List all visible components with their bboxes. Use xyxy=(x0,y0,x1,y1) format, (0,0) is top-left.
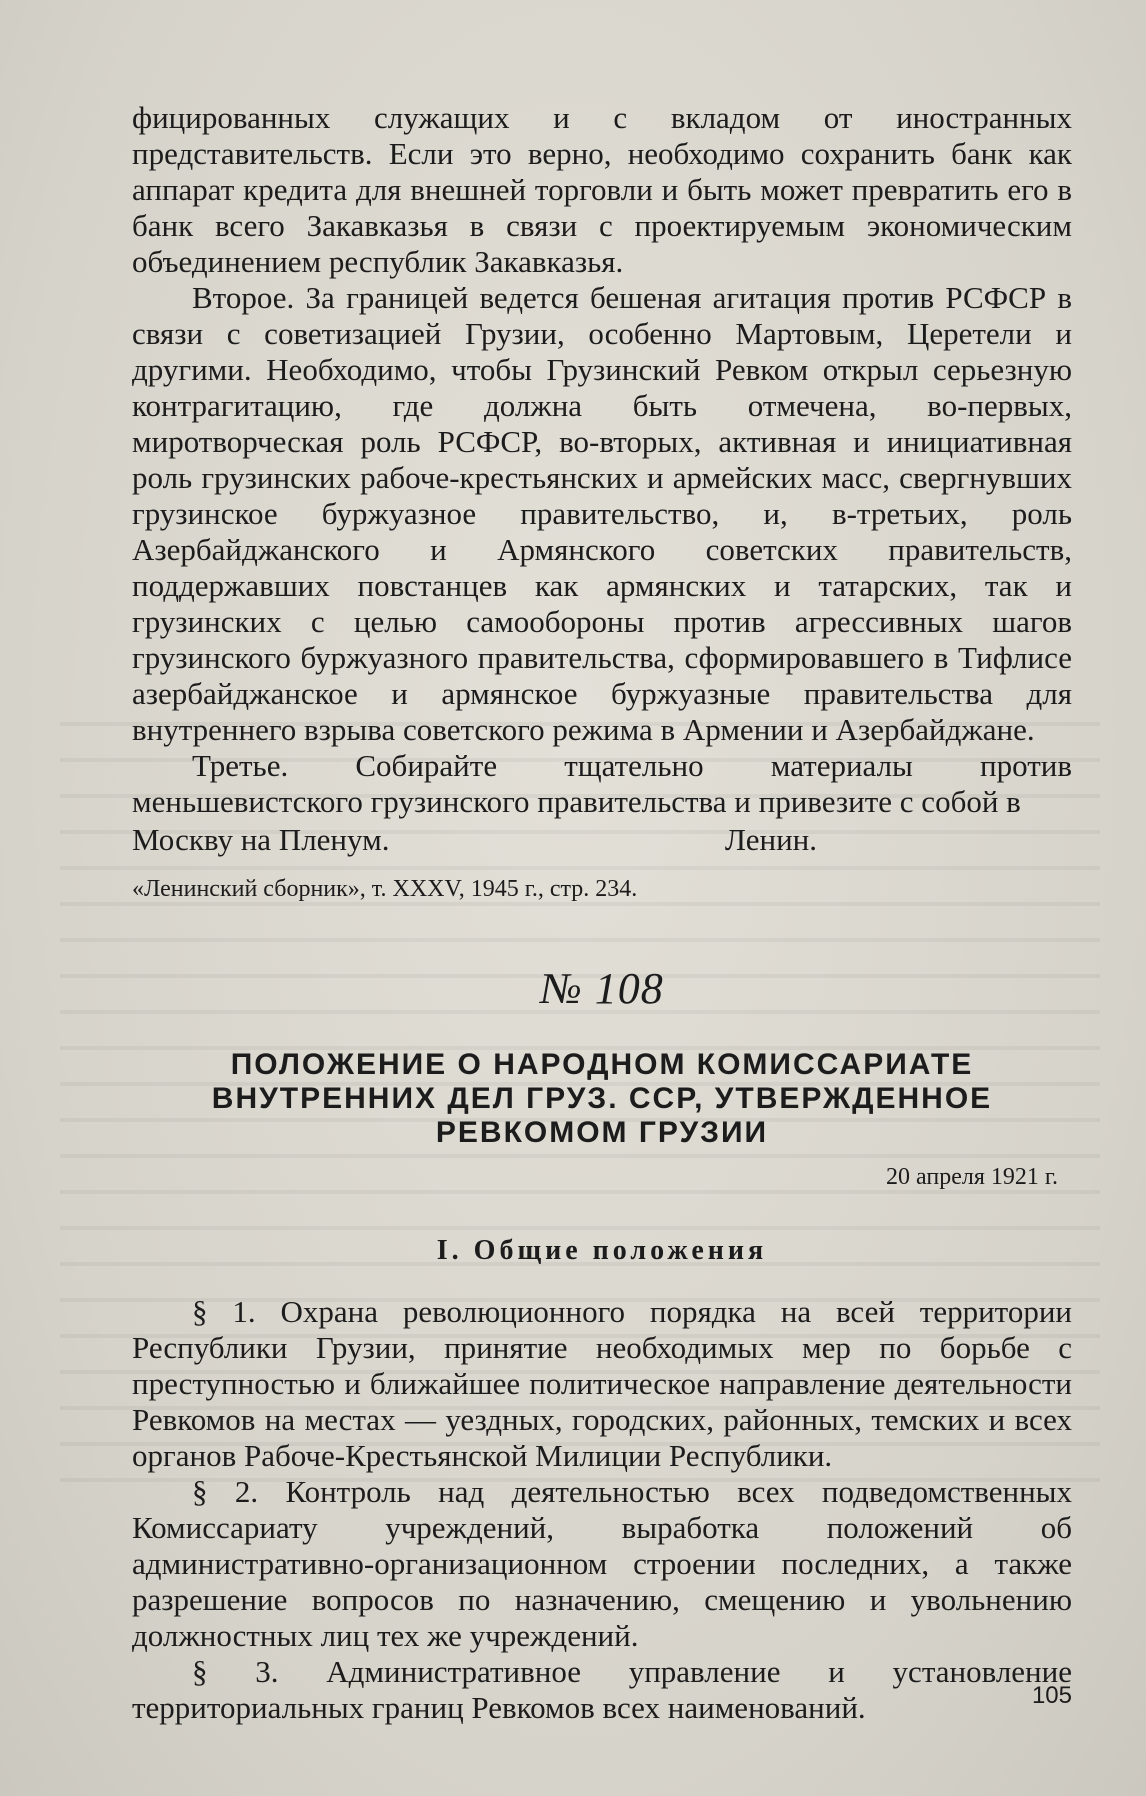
signature: Ленин. xyxy=(724,822,817,857)
section-paragraph-1: § 1. Охрана революционного порядка на всей территории Республики Грузии, принятие необходимых мер по борьбе с преступностью и ближайшее политическое направление деятельности Ревкомов на местах — уездных, городских, районных, темских и всех органов Рабоче-Крестьянской Милиции Республики. xyxy=(132,1294,1072,1473)
document-title-line: ПОЛОЖЕНИЕ О НАРОДНОМ КОМИССАРИАТЕ xyxy=(230,1048,974,1081)
paragraph-bank: фицированных служащих и с вкладом от иностранных представительств. Если это верно, необходимо сохранить банк как аппарат кредита для внешней торговли и быть может превратить его в банк всего Закавказья в связи с проектируемым экономическим объединением республик Закавказья. xyxy=(132,100,1072,279)
closing-text: Москву на Пленум. xyxy=(132,822,390,857)
source-citation: «Ленинский сборник», т. XXXV, 1945 г., стр. 234. xyxy=(132,876,638,902)
document-number: № 108 xyxy=(540,964,664,1013)
text-column xyxy=(132,100,1072,1726)
section-heading: I. Общие положения xyxy=(436,1235,768,1266)
closing-line xyxy=(132,820,1072,860)
paragraph-second: Второе. За границей ведется бешеная агитация против РСФСР в связи с советизацией Грузии, особенно Мартовым, Церетели и другими. Необходимо, чтобы Грузинский Ревком открыл серьезную контрагитацию, где должна быть отмечена, во-первых, миротворческая роль РСФСР, во-вторых, активная и инициативная роль грузинских рабоче-крестьянских и армейских масс, свергнувших грузинское буржуазное правительство, и, в-третьих, роль Азербайджанского и Армянского советских правительств, поддержавших повстанцев как армянских и татарских, так и грузинских с целью самообороны против агрессивных шагов грузинского буржуазного правительства, сформировавшего в Тифлисе азербайджанское и армянское буржуазные правительства для внутреннего взрыва советского режима в Армении и Азербайджане. xyxy=(132,280,1072,747)
section-paragraph-3: § 3. Административное управление и установление территориальных границ Ревкомов всех наименований. xyxy=(132,1654,1072,1725)
paragraph-third: Третье. Собирайте тщательно материалы против меньшевистского грузинского правительства и привезите с собой в xyxy=(132,748,1072,819)
page-number: 105 xyxy=(1031,1682,1072,1709)
document-date: 20 апреля 1921 г. xyxy=(886,1164,1058,1190)
document-title xyxy=(132,1048,1072,1150)
document-title-line: РЕВКОМОМ ГРУЗИИ xyxy=(435,1116,769,1149)
section-paragraph-2: § 2. Контроль над деятельностью всех подведомственных Комиссариату учреждений, выработка положений об административно-организационном строении последних, а также разрешение вопросов по назначению, смещению и увольнению должностных лиц тех же учреждений. xyxy=(132,1474,1072,1653)
document-title-line: ВНУТРЕННИХ ДЕЛ ГРУЗ. ССР, УТВЕРЖДЕННОЕ xyxy=(211,1082,993,1115)
